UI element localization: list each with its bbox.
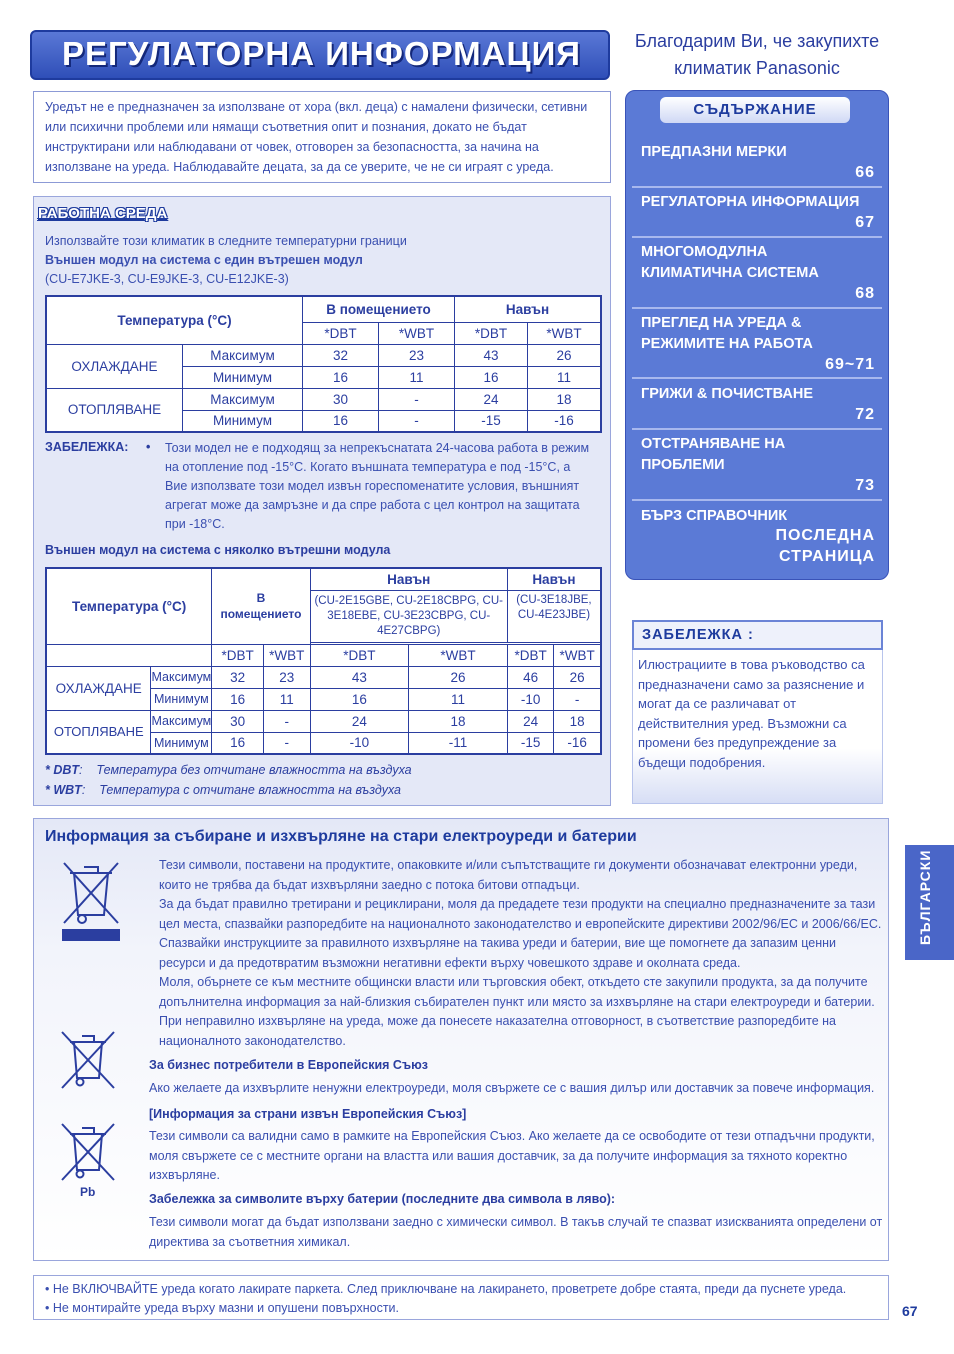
table-cell: - <box>263 732 310 754</box>
multi-system-title: Външен модул на система с няколко вътрешни модула <box>45 543 391 557</box>
table-cell: 23 <box>263 666 310 688</box>
table-cell: 30 <box>303 388 379 410</box>
temp-header: Температура (°C) <box>46 296 303 344</box>
dbt-definition: Температура без отчитане влажността на въздуха <box>96 763 412 777</box>
toc-item-label: МНОГОМОДУЛНА <box>641 244 768 260</box>
toc-divider <box>632 186 882 188</box>
indoor-header: В помещението <box>303 296 455 322</box>
business-text: Ако желаете да изхвърлите ненужни електроуреди, моля свържете се с вашия дилър или доставчик за повече информация. <box>149 1081 875 1095</box>
table-cell: -10 <box>310 732 409 754</box>
side-note-text: Илюстрациите в това ръководство са предназначени само за разяснение и могат да се различават от действителния уред. Възможни са промени без предупреждение за бъдещи подобрения. <box>638 657 865 770</box>
language-tab-label: БЪЛГАРСКИ <box>917 849 933 945</box>
toc-heading-tab <box>660 97 850 123</box>
toc-item-label: ПРЕГЛЕД НА УРЕДА & <box>641 315 802 331</box>
toc-divider <box>632 236 882 238</box>
toc-item-page: 73 <box>855 477 875 494</box>
footer-notes <box>33 1275 889 1320</box>
wbt-header: *WBT <box>409 644 508 666</box>
wbt-definition: Температура с отчитане влажността на въздуха <box>99 783 402 797</box>
toc-item-page: 72 <box>855 406 875 423</box>
operating-environment-heading: РАБОТНА СРЕДА <box>38 205 168 222</box>
toc-item-label: РЕГУЛАТОРНА ИНФОРМАЦИЯ <box>641 194 860 210</box>
models-group-a: (CU-2E15GBE, CU-2E18CBPG, CU-3E18EBE, CU-3E23CBPG, CU-4E27CBPG) <box>310 590 507 642</box>
toc-item-care[interactable] <box>641 384 883 426</box>
spacer-cell <box>46 644 212 666</box>
heating-label: ОТОПЛЯВАНЕ <box>46 710 151 754</box>
table-cell: - <box>379 410 455 432</box>
outdoor-header-a: Навън <box>310 568 507 590</box>
toc-item-page <box>775 525 875 567</box>
max-label: Максимум <box>183 388 303 410</box>
table-cell: 24 <box>310 710 409 732</box>
dbt-header: *DBT <box>212 644 264 666</box>
dbt-key: * DBT <box>45 763 80 777</box>
table-cell: -15 <box>507 732 554 754</box>
dbt-header: *DBT <box>303 322 379 344</box>
env-intro-block <box>45 232 605 289</box>
table-row <box>46 666 601 688</box>
page-title: РЕГУЛАТОРНА ИНФОРМАЦИЯ <box>62 35 582 72</box>
env-intro: Използвайте този климатик в следните температурни граници <box>45 234 407 248</box>
table-cell: 32 <box>303 344 379 366</box>
toc-divider <box>632 499 882 501</box>
min-label: Минимум <box>183 410 303 432</box>
table-cell: -16 <box>528 410 602 432</box>
table-cell: 24 <box>455 388 528 410</box>
note-text: Този модел не е подходящ за непрекъснатата 24-часова работа в режим на отопление под -15°C. Когато външната температура е под -15°C, а Вие използвате този модел извън гореспоменатите условия, външният агрегат може да замръзне и да спре работа с цел контрол на защитата при -18°C. <box>165 441 590 531</box>
table-cell: 26 <box>528 344 602 366</box>
disposal-p4: Моля, обърнете се към местните общински власти или търговския обект, откъдето сте закупили продукта, за да получите допълнителна информация за най-близкия събирателен пункт или място за изхвърляне на стари електроуреди и батерии. <box>159 975 875 1009</box>
disposal-heading: Информация за събиране и изхвърляне на стари електроуреди и батерии <box>45 828 637 845</box>
footer-line-2: • Не монтирайте уреда върху мазни и опушени повърхности. <box>45 1301 399 1315</box>
disposal-p2: За да бъдат правилно третирани и рециклирани, моля да предадете тези продукти на специално предназначените за тази цел места, спазвайки разпоредбите на националното законодателство и европейските директиви 2002/96/EC и 2006/66/EC. <box>159 897 882 931</box>
footer-line-1: • Не ВКЛЮЧВАЙТЕ уреда когато лакирате паркета. След приключване на лакирането, проветрете добре стаята, преди да пуснете уреда. <box>45 1282 847 1296</box>
table-cell: 11 <box>379 366 455 388</box>
table-cell: 18 <box>409 710 508 732</box>
models-group-b: (CU-3E18JBE, CU-4E23JBE) <box>507 590 601 642</box>
toc-item-regulatory[interactable] <box>641 192 883 234</box>
table-cell: 26 <box>409 666 508 688</box>
table-cell: 26 <box>554 666 601 688</box>
toc-divider <box>632 307 882 309</box>
dbt-legend: * DBT: Температура без отчитане влажността на въздуха <box>45 763 412 777</box>
disposal-p5: При неправилно изхвърляне на уреда, може да понесете наказателна отговорност, в съответствие разпоредбите на националното законодателство. <box>159 1014 836 1048</box>
battery-heading: Забележка за символите върху батерии (последните два символа в ляво): <box>149 1192 616 1206</box>
table-cell: 16 <box>303 366 379 388</box>
disposal-p1: Тези символи, поставени на продуктите, опаковките и/или съпътстващите ги документи обозначават електронни уреди, които не трябва да бъдат изхвърляни заедно с потока битови отпадъци. <box>159 858 858 892</box>
table-cell: 43 <box>310 666 409 688</box>
heating-label: ОТОПЛЯВАНЕ <box>46 388 183 432</box>
wbt-header: *WBT <box>379 322 455 344</box>
table-cell: 11 <box>528 366 602 388</box>
table-cell: 18 <box>528 388 602 410</box>
toc-divider <box>632 428 882 430</box>
table-cell: 16 <box>303 410 379 432</box>
legend-block <box>45 760 412 800</box>
toc-item-label-2: РЕЖИМИТЕ НА РАБОТА <box>641 336 813 352</box>
side-note-heading: ЗАБЕЛЕЖКА : <box>642 627 754 643</box>
crossed-bin-icon <box>52 855 130 945</box>
thanks-message <box>616 28 898 82</box>
table-cell: 23 <box>379 344 455 366</box>
cooling-label: ОХЛАЖДАНЕ <box>46 344 183 388</box>
language-tab <box>905 845 954 960</box>
toc-item-page-line-2: СТРАНИЦА <box>778 548 875 565</box>
dbt-header: *DBT <box>455 322 528 344</box>
page-title-banner <box>30 30 610 80</box>
wbt-header: *WBT <box>554 644 601 666</box>
crossed-bin-icon <box>52 1028 124 1094</box>
page-number: 67 <box>902 1303 918 1319</box>
toc-item-label-2: ПРОБЛЕМИ <box>641 457 725 473</box>
table-cell: 46 <box>507 666 554 688</box>
table-cell: -15 <box>455 410 528 432</box>
single-system-models: (CU-E7JKE-3, CU-E9JKE-3, CU-E12JKE-3) <box>45 272 289 286</box>
table-cell: -11 <box>409 732 508 754</box>
table-row <box>46 388 601 410</box>
toc-item-page: 69~71 <box>825 356 875 373</box>
wbt-legend: * WBT: Температура с отчитане влажността на въздуха <box>45 783 402 797</box>
toc-item-label: БЪРЗ СПРАВОЧНИК <box>641 508 788 524</box>
side-note-heading-box <box>632 620 883 650</box>
wbt-header: *WBT <box>263 644 310 666</box>
toc-item-precautions[interactable] <box>641 142 883 184</box>
disposal-paragraphs <box>159 856 885 1051</box>
non-eu-heading: [Информация за страни извън Европейския Съюз] <box>149 1107 467 1121</box>
table-cell: 30 <box>212 710 264 732</box>
table-cell: 11 <box>263 688 310 710</box>
toc-item-label: ПРЕДПАЗНИ МЕРКИ <box>641 144 787 160</box>
pb-symbol: Pb <box>80 1185 96 1199</box>
toc-item-label: ГРИЖИ & ПОЧИСТВАНЕ <box>641 386 814 402</box>
table-cell: 43 <box>455 344 528 366</box>
max-label: Максимум <box>151 666 212 688</box>
thanks-line-2: климатик Panasonic <box>674 58 840 78</box>
disposal-p3: Спазвайки инструкциите за правилното изхвърляне на такива уреди и батерии, вие ще помогнете да запазим ценни ресурси и да предотвратим възможни негативни ефекти върху човешкото здраве и околната среда. <box>159 936 837 970</box>
cooling-label: ОХЛАЖДАНЕ <box>46 666 151 710</box>
battery-text: Тези символи могат да бъдат използвани заедно с химически символ. В такъв случай те спазват изискванията определени от директива за съответния химикал. <box>149 1215 883 1249</box>
toc-item-troubleshooting[interactable] <box>641 434 883 496</box>
table-row <box>46 344 601 366</box>
min-label: Минимум <box>183 366 303 388</box>
indoor-header-line-2: помещението <box>220 607 302 622</box>
safety-warning-box <box>33 91 611 183</box>
table-cell: -16 <box>554 732 601 754</box>
table-cell: - <box>379 388 455 410</box>
table-cell: - <box>554 688 601 710</box>
table-cell: 16 <box>212 688 264 710</box>
outdoor-header: Навън <box>455 296 602 322</box>
max-label: Максимум <box>151 710 212 732</box>
toc-item-page: 66 <box>855 164 875 181</box>
non-eu-text: Тези символи са валидни само в рамките на Европейския Съюз. Ако желаете да се освободите от тези отпадъчни продукти, моля свържете се с местните органи на властта или вашия доставчик, за да получите информация за тяхното коректно изхвърляне. <box>149 1129 875 1182</box>
table-cell: - <box>263 710 310 732</box>
indoor-header <box>212 568 310 644</box>
min-label: Минимум <box>151 732 212 754</box>
toc-item-multi-system[interactable] <box>641 242 883 304</box>
toc-item-page-line-1: ПОСЛЕДНА <box>775 527 875 544</box>
table-cell: 16 <box>212 732 264 754</box>
table-cell: 18 <box>554 710 601 732</box>
table-cell: 24 <box>507 710 554 732</box>
note-label: ЗАБЕЛЕЖКА: <box>45 440 129 454</box>
toc-item-page: 68 <box>855 285 875 302</box>
dbt-header: *DBT <box>507 644 554 666</box>
note-bullet: • <box>146 440 151 454</box>
table-cell: -10 <box>507 688 554 710</box>
indoor-header-line-1: В <box>256 591 266 606</box>
dbt-header: *DBT <box>310 644 409 666</box>
table-cell: 16 <box>455 366 528 388</box>
multi-system-temp-table <box>45 567 602 755</box>
single-system-temp-table <box>45 295 602 433</box>
wbt-key: * WBT <box>45 783 82 797</box>
safety-warning-text: Уредът не е предназначен за използване от хора (вкл. деца) с намалени физически, сетивни или психични проблеми или нямащи съответния опит и познания, докато не бъдат инструктирани или наблюдавани от човек, отговорен за безопасността, за начина на използване на уреда. Наблюдавайте децата, за да се уверите, че не си играят с уреда. <box>45 100 588 174</box>
wbt-header: *WBT <box>528 322 602 344</box>
toc-item-overview[interactable] <box>641 313 883 375</box>
toc-item-label: ОТСТРАНЯВАНЕ НА <box>641 436 786 452</box>
table-cell: 16 <box>310 688 409 710</box>
temp-header: Температура (°C) <box>46 568 212 644</box>
thanks-line-1: Благодарим Ви, че закупихте <box>634 31 880 51</box>
max-label: Максимум <box>183 344 303 366</box>
toc-item-page: 67 <box>855 214 875 231</box>
table-cell: 11 <box>409 688 508 710</box>
table-row <box>46 710 601 732</box>
toc-divider <box>632 377 882 379</box>
single-system-title: Външен модул на система с един вътрешен модул <box>45 253 363 267</box>
toc-item-label-2: КЛИМАТИЧНА СИСТЕМА <box>641 265 819 281</box>
table-cell: 32 <box>212 666 264 688</box>
min-label: Минимум <box>151 688 212 710</box>
toc-heading: СЪДЪРЖАНИЕ <box>693 101 817 118</box>
toc-item-quick-guide[interactable] <box>641 506 883 568</box>
outdoor-header-b: Навън <box>507 568 601 590</box>
business-heading: За бизнес потребители в Европейския Съюз <box>149 1058 428 1072</box>
crossed-bin-battery-icon <box>52 1120 124 1202</box>
